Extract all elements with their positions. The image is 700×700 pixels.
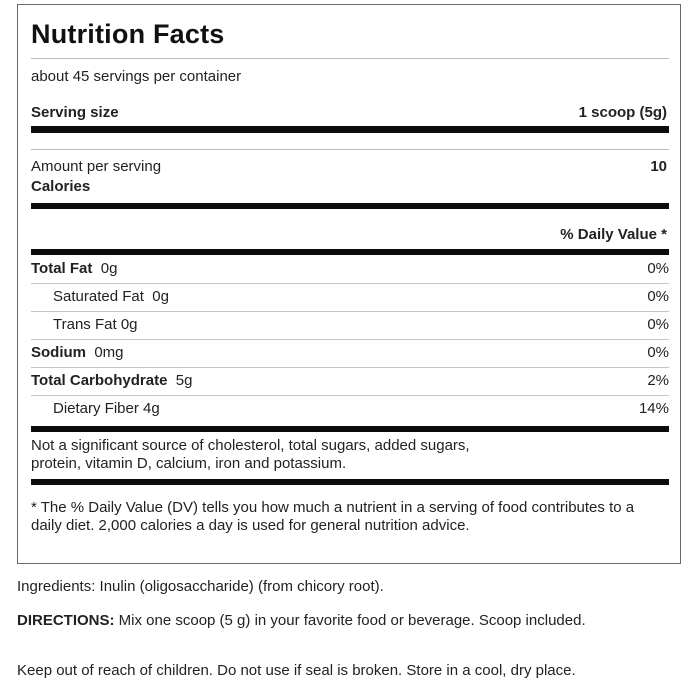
nutrient-name: Total Fat <box>31 260 93 277</box>
thick-divider <box>31 126 669 133</box>
daily-value-header: % Daily Value * <box>560 226 667 243</box>
nutrient-amount: 0g <box>152 288 169 305</box>
thick-divider <box>31 426 669 432</box>
nutrient-amount: 5g <box>175 372 193 389</box>
serving-size-value: 1 scoop (5g) <box>578 104 667 121</box>
thick-divider <box>31 479 669 485</box>
ingredients-text: Ingredients: Inulin (oligosaccharide) (from chicory root). <box>17 578 384 595</box>
nutrient-row-sodium <box>31 340 669 368</box>
thick-divider <box>31 203 669 209</box>
nutrient-dv: 2% <box>647 372 669 389</box>
panel-title: Nutrition Facts <box>31 19 225 49</box>
warning-text: Keep out of reach of children. Do not use if seal is broken. Store in a cool, dry place. <box>17 662 576 679</box>
nutrient-name: Total Carbohydrate <box>31 372 168 389</box>
nutrient-dv: 0% <box>647 260 669 277</box>
calories-value: 10 <box>650 158 667 175</box>
nutrient-name: Sodium <box>31 344 86 361</box>
nutrient-name: Dietary Fiber <box>53 400 139 417</box>
nutrient-row-total-carbohydrate <box>31 368 669 396</box>
directions-body: Mix one scoop (5 g) in your favorite food or beverage. Scoop included. <box>118 612 586 629</box>
nutrient-dv: 14% <box>638 400 669 417</box>
nutrient-name: Trans Fat <box>53 316 117 333</box>
nutrient-name: Saturated Fat <box>53 288 144 305</box>
servings-per-container: about 45 servings per container <box>31 68 242 85</box>
nutrient-row-dietary-fiber <box>31 396 669 424</box>
directions-label: DIRECTIONS: <box>17 612 115 629</box>
amount-per-serving-label: Amount per serving <box>31 158 162 175</box>
nutrient-row-saturated-fat <box>31 284 669 312</box>
nutrient-dv: 0% <box>647 344 669 361</box>
directions-text <box>17 612 667 629</box>
nutrient-dv: 0% <box>647 316 669 333</box>
daily-value-footnote: * The % Daily Value (DV) tells you how much a nutrient in a serving of food contributes to a daily diet. 2,000 calories a day is used for general nutrition advice. <box>31 499 635 534</box>
nutrient-row-trans-fat <box>31 312 669 340</box>
nutrient-amount: 0g <box>100 260 118 277</box>
nutrition-facts-panel <box>17 4 681 564</box>
calories-label: Calories <box>31 178 91 195</box>
serving-size-label: Serving size <box>31 104 119 121</box>
divider <box>31 58 669 59</box>
thick-divider <box>31 249 669 255</box>
nutrient-amount: 0mg <box>94 344 124 361</box>
nutrient-amount: 4g <box>143 400 160 417</box>
divider <box>31 149 669 150</box>
nutrient-amount: 0g <box>120 316 138 333</box>
not-significant-note: Not a significant source of cholesterol, total sugars, added sugars, protein, vitamin D, calcium, iron and potassium. <box>31 437 470 472</box>
nutrient-row-total-fat <box>31 256 669 284</box>
nutrient-dv: 0% <box>647 288 669 305</box>
